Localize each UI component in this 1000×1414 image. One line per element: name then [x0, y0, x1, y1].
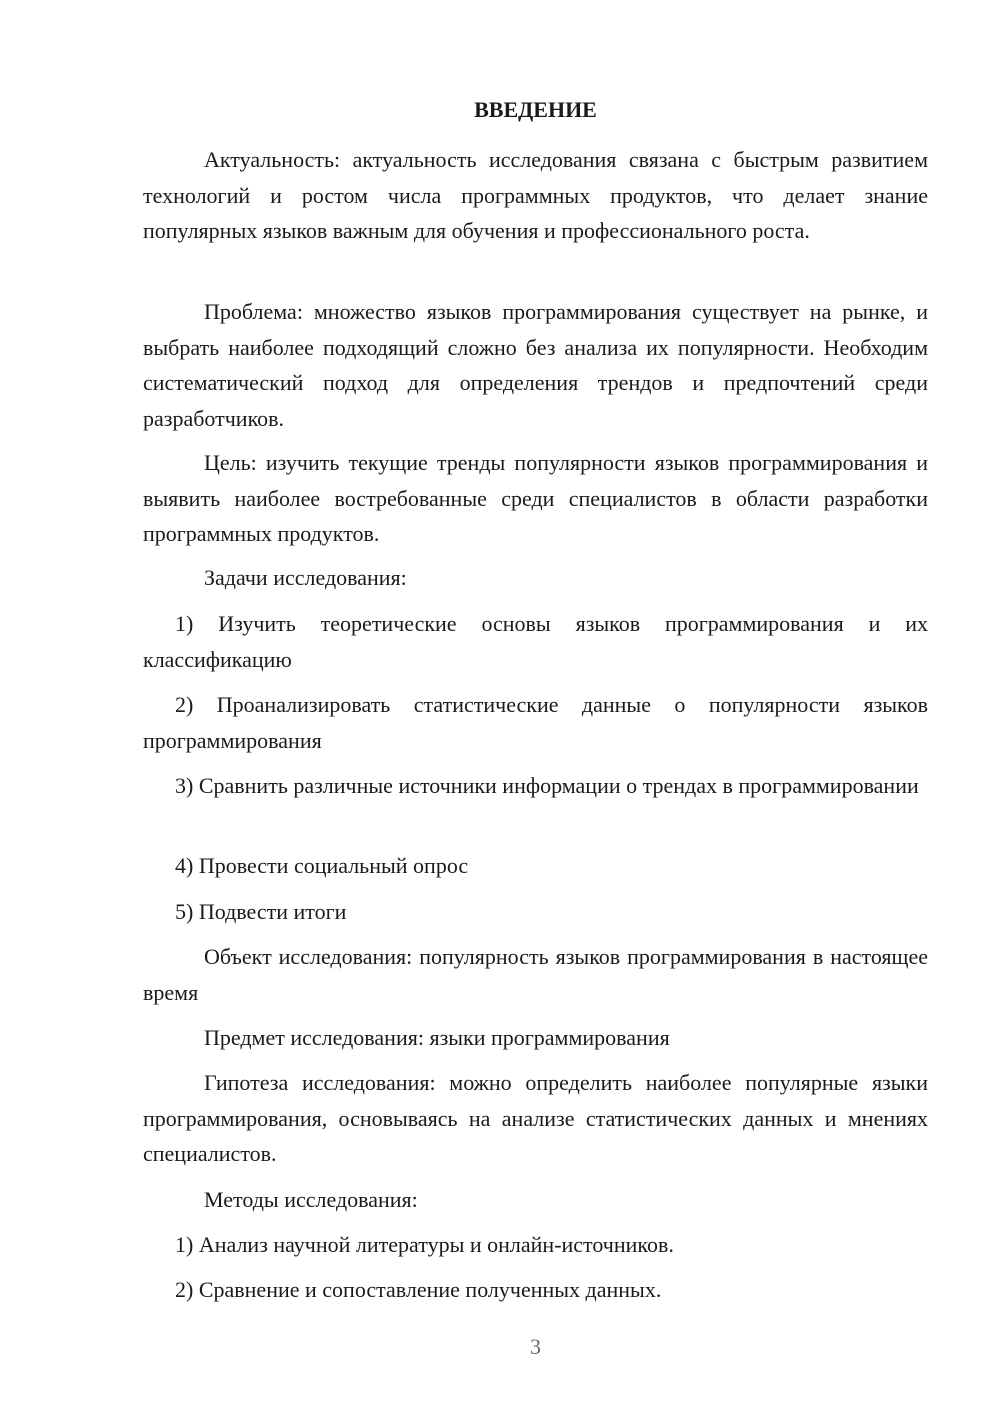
page-title: ВВЕДЕНИЕ [474, 97, 597, 122]
problem-paragraph: Проблема: множество языков программирования существует на рынке, и выбрать наиболее подходящий сложно без анализа их популярности. Необходим систематический подход для определения трендов и предпочтений среди разработчиков. [143, 299, 928, 431]
object-paragraph: Объект исследования: популярность языков программирования в настоящее время [143, 944, 928, 1005]
methods-heading: Методы исследования: [204, 1187, 418, 1212]
relevance-paragraph: Актуальность: актуальность исследования связана с быстрым развитием технологий и ростом числа программных продуктов, что делает знание популярных языков важным для обучения и профессионального роста. [143, 147, 928, 243]
subject-paragraph: Предмет исследования: языки программирования [204, 1025, 670, 1050]
method-item: 2) Сравнение и сопоставление полученных данных. [175, 1277, 662, 1302]
task-item: 4) Провести социальный опрос [175, 853, 469, 878]
task-item: 5) Подвести итоги [175, 899, 347, 924]
page-number: 3 [530, 1334, 541, 1359]
task-item: 1) Изучить теоретические основы языков программирования и их классификацию [143, 611, 928, 672]
tasks-heading: Задачи исследования: [204, 565, 407, 590]
task-item: 3) Сравнить различные источники информации о трендах в программировании [175, 773, 919, 798]
hypothesis-paragraph: Гипотеза исследования: можно определить наиболее популярные языки программирования, основываясь на анализе статистических данных и мнениях специалистов. [143, 1070, 928, 1166]
goal-paragraph: Цель: изучить текущие тренды популярности языков программирования и выявить наиболее востребованные среди специалистов в области разработки программных продуктов. [143, 450, 928, 546]
method-item: 1) Анализ научной литературы и онлайн-источников. [175, 1232, 674, 1257]
task-item: 2) Проанализировать статистические данные о популярности языков программирования [143, 692, 928, 753]
